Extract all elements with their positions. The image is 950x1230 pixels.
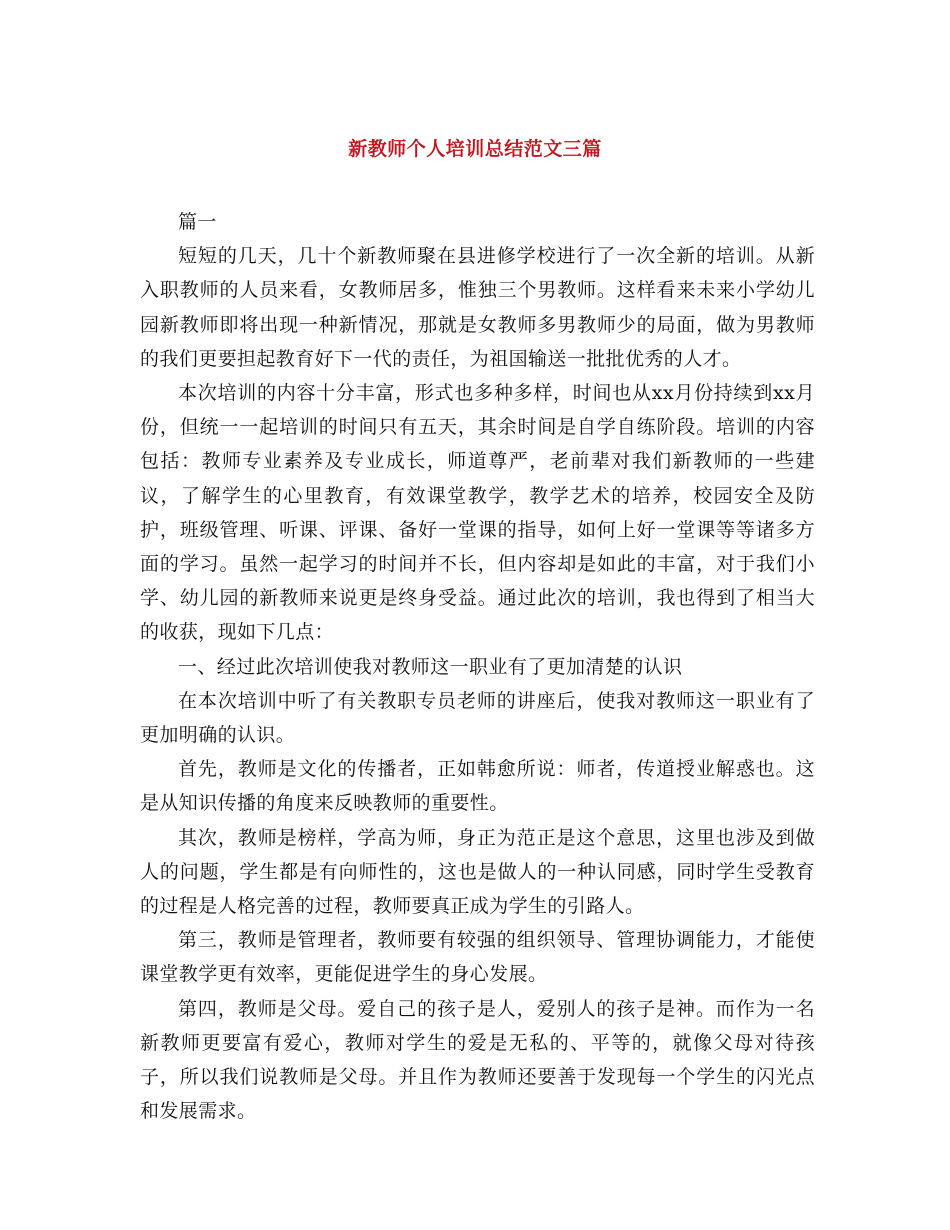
paragraph: 首先，教师是文化的传播者，正如韩愈所说：师者，传道授业解惑也。这是从知识传播的角度来反映教师的重要性。 (140, 758, 815, 815)
section-heading: 篇一 (178, 211, 217, 233)
paragraph: 第三，教师是管理者，教师要有较强的组织领导、管理协调能力，才能使课堂教学更有效率，更能促进学生的身心发展。 (140, 929, 815, 986)
paragraph: 本次培训的内容十分丰富，形式也多种多样，时间也从xx月份持续到xx月份，但统一一起培训的时间只有五天，其余时间是自学自练阶段。培训的内容包括：教师专业素养及专业成长，师道尊严，老前辈对我们新教师的一些建议，了解学生的心里教育，有效课堂教学，教学艺术的培养，校园安全及防护，班级管理、听课、评课、备好一堂课的指导，如何上好一堂课等等诸多方面的学习。虽然一起学习的时间并不长，但内容却是如此的丰富，对于我们小学、幼儿园的新教师来说更是终身受益。通过此次的培训，我也得到了相当大的收获，现如下几点： (140, 382, 815, 644)
paragraph: 短短的几天，几十个新教师聚在县进修学校进行了一次全新的培训。从新入职教师的人员来看，女教师居多，惟独三个男教师。这样看来未来小学幼儿园新教师即将出现一种新情况，那就是女教师多男教师少的局面，做为男教师的我们更要担起教育好下一代的责任，为祖国输送一批批优秀的人才。 (140, 245, 815, 370)
document-body (140, 205, 815, 1128)
paragraph: 在本次培训中听了有关教职专员老师的讲座后，使我对教师这一职业有了更加明确的认识。 (140, 689, 815, 747)
document-title: 新教师个人培训总结范文三篇 (348, 138, 602, 160)
subheading: 一、经过此次培训使我对教师这一职业有了更加清楚的认识 (178, 655, 683, 678)
paragraph: 第四，教师是父母。爱自己的孩子是人，爱别人的孩子是神。而作为一名新教师更要富有爱心，教师对学生的爱是无私的、平等的，就像父母对待孩子，所以我们说教师是父母。并且作为教师还要善于发现每一个学生的闪光点和发展需求。 (140, 997, 815, 1123)
paragraph: 其次，教师是榜样，学高为师，身正为范正是这个意思，这里也涉及到做人的问题，学生都是有向师性的，这也是做人的一种认同感，同时学生受教育的过程是人格完善的过程，教师要真正成为学生的引路人。 (140, 826, 815, 918)
